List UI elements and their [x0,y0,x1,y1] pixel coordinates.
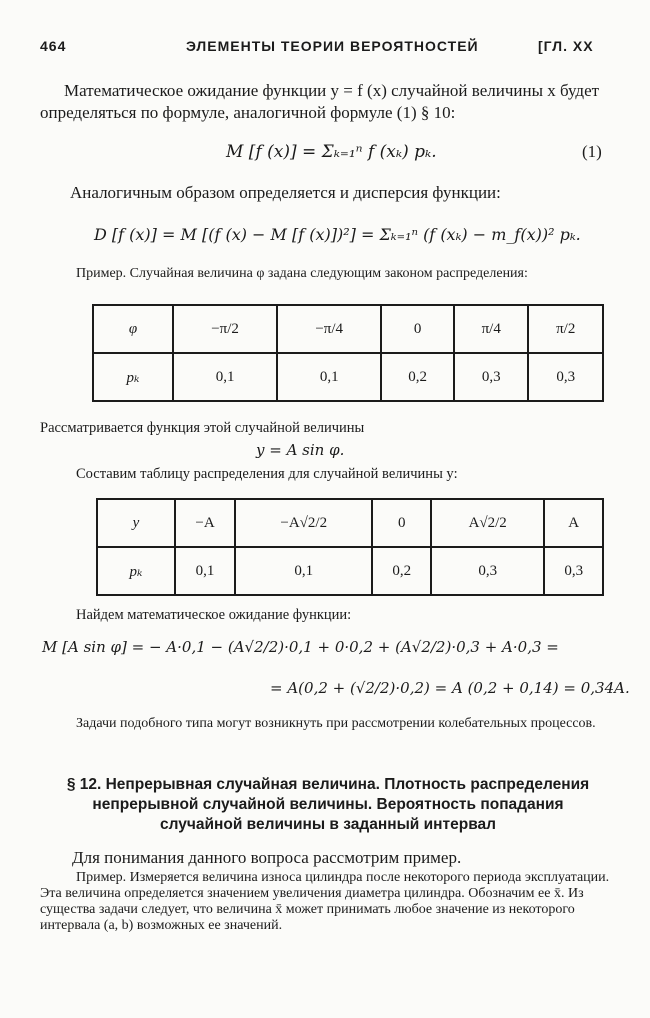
table-cell: 0,3 [431,547,544,595]
dispersion-formula: D [f (x)] = M [(f (x) − M [f (x)])²] = Σₖ₌₁ⁿ (f (xₖ) − m_f(x))² pₖ. [94,225,581,244]
table-cell: 0,3 [454,353,528,401]
table-cell: 0 [372,499,431,547]
table-cell: −π/2 [173,305,277,353]
section-example: Пример. Измеряется величина износа цилиндра после некоторого периода эксплуатации. Эта величина определяется значением увеличения диаметра цилиндра. Обозначим ее x̄. Из существа задачи следует, что величина x̄ может принимать любое значение из некоторого интервала (a, b) возможных ее значений. [40,870,610,933]
expectation-formula: M [f (x)] = Σₖ₌₁ⁿ f (xₖ) pₖ. [226,142,437,162]
table-header-cell: pₖ [97,547,175,595]
dispersion-text: Аналогичным образом определяется и дисперсия функции: [70,183,501,202]
table-cell: π/4 [454,305,528,353]
consider-text: Рассматривается функция этой случайной величины [40,420,365,436]
distribution-table-y [96,498,604,596]
table-cell: A [544,499,603,547]
table-cell: 0,1 [173,353,277,401]
table-row [97,499,603,547]
section-title: § 12. Непрерывная случайная величина. Плотность распределения непрерывной случайной величины. Вероятность попадания случайной величины в заданный интервал [66,776,590,833]
closing-text: Задачи подобного типа могут возникнуть при рассмотрении колебательных процессов. [76,716,596,731]
formula-number: (1) [582,142,602,161]
page-number: 464 [40,38,67,54]
table-cell: −A√2/2 [235,499,372,547]
table-cell: 0,2 [381,353,454,401]
table-cell: π/2 [528,305,603,353]
table-header-cell: φ [93,305,173,353]
running-title: ЭЛЕМЕНТЫ ТЕОРИИ ВЕРОЯТНОСТЕЙ [186,38,479,54]
distribution-table-phi [92,304,604,402]
table-row [93,305,603,353]
calc-line-2: = A(0,2 + (√2/2)·0,2) = A (0,2 + 0,14) = 0,34A. [270,679,630,697]
table-row [97,547,603,595]
table-header-cell: pₖ [93,353,173,401]
find-text: Найдем математическое ожидание функции: [76,607,352,623]
section-lead: Для понимания данного вопроса рассмотрим пример. [72,848,462,867]
table-cell: 0,1 [277,353,381,401]
table-cell: 0,3 [544,547,603,595]
table-cell: A√2/2 [431,499,544,547]
table-header-cell: y [97,499,175,547]
calc-line-1: M [A sin φ] = − A·0,1 − (A√2/2)·0,1 + 0·0,2 + (A√2/2)·0,3 + A·0,3 = [42,638,559,656]
table-cell: 0,1 [175,547,235,595]
table-cell: 0,3 [528,353,603,401]
function-definition: y = A sin φ. [256,441,345,459]
chapter-ref: [ГЛ. XX [538,38,594,54]
table-cell: 0 [381,305,454,353]
intro-paragraph: Математическое ожидание функции y = f (x) случайной величины x будет определяться по формуле, аналогичной формуле (1) § 10: [40,81,600,122]
table-cell: 0,2 [372,547,431,595]
table-cell: −π/4 [277,305,381,353]
table-row [93,353,603,401]
example-intro: Пример. Случайная величина φ задана следующим законом распределения: [76,266,528,281]
table-cell: 0,1 [235,547,372,595]
compose-text: Составим таблицу распределения для случайной величины y: [76,466,458,482]
table-cell: −A [175,499,235,547]
